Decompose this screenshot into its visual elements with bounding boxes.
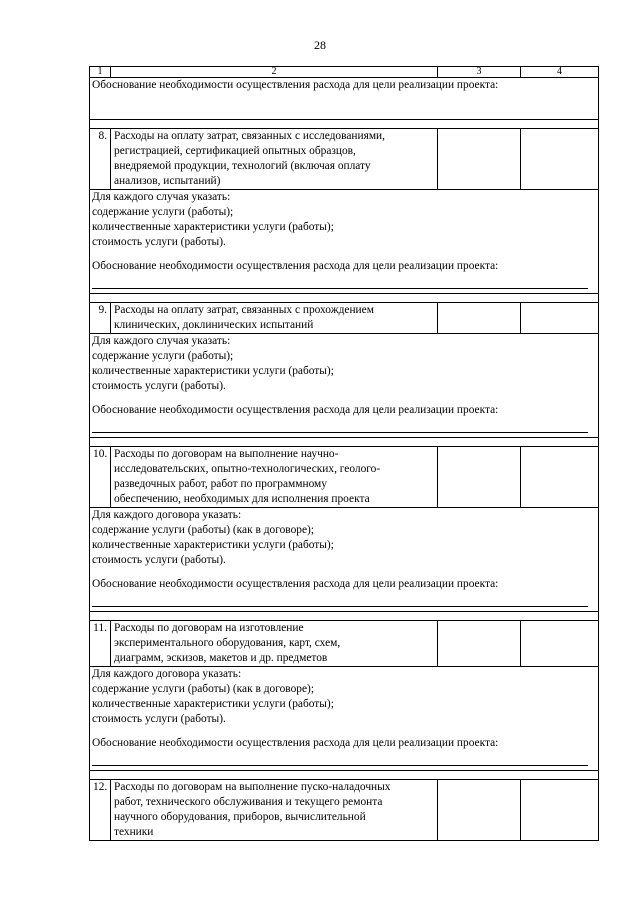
item-cell-4 bbox=[521, 447, 599, 508]
detail-line: Для каждого случая указать: bbox=[92, 191, 231, 203]
item-number: 10. bbox=[90, 447, 111, 508]
item-cell-4 bbox=[521, 621, 599, 667]
top-justification-row bbox=[90, 78, 599, 120]
item-title-line: работ, технического обслуживания и текущего ремонта bbox=[114, 796, 383, 808]
detail-line: количественные характеристики услуги (работы); bbox=[92, 539, 334, 551]
detail-line: содержание услуги (работы) (как в договоре); bbox=[92, 683, 314, 695]
item-title bbox=[111, 780, 438, 841]
column-header-4: 4 bbox=[521, 67, 599, 78]
detail-line: Для каждого договора указать: bbox=[92, 509, 242, 521]
item-title-line: анализов, испытаний) bbox=[114, 175, 221, 187]
item-title-line: разведочных работ, работ по программному bbox=[114, 478, 327, 490]
column-header-row bbox=[90, 67, 599, 78]
justification-fill-line bbox=[92, 592, 588, 607]
justification-fill-line bbox=[92, 274, 588, 289]
item-cell-4 bbox=[521, 303, 599, 334]
item-cell-4 bbox=[521, 129, 599, 190]
item-number: 8. bbox=[90, 129, 111, 190]
spacer-row bbox=[90, 294, 599, 303]
item-title-line: Расходы на оплату затрат, связанных с исследованиями, bbox=[114, 130, 385, 142]
item-title-line: экспериментального оборудования, карт, схем, bbox=[114, 637, 341, 649]
spacer-row bbox=[90, 612, 599, 621]
justification-fill-line bbox=[92, 418, 588, 433]
item-title-line: исследовательских, опытно-технологических, геолого- bbox=[114, 463, 381, 475]
justification-text: Обоснование необходимости осуществления расхода для цели реализации проекта: bbox=[92, 260, 499, 272]
item-title-line: Расходы по договорам на выполнение научно- bbox=[114, 448, 339, 460]
item-title-line: клинических, доклинических испытаний bbox=[114, 319, 314, 331]
detail-line: Для каждого случая указать: bbox=[92, 335, 231, 347]
detail-line: количественные характеристики услуги (работы); bbox=[92, 698, 334, 710]
spacer-row bbox=[90, 120, 599, 129]
expense-item-row bbox=[90, 129, 599, 190]
item-title bbox=[111, 303, 438, 334]
detail-line: стоимость услуги (работы). bbox=[92, 236, 226, 248]
justification-text: Обоснование необходимости осуществления расхода для цели реализации проекта: bbox=[92, 578, 499, 590]
detail-line: содержание услуги (работы) (как в договоре); bbox=[92, 524, 314, 536]
item-title-line: Расходы по договорам на изготовление bbox=[114, 622, 304, 634]
justification-fill-line bbox=[92, 751, 588, 766]
item-title-line: научного оборудования, приборов, вычислительной bbox=[114, 811, 366, 823]
justification-text: Обоснование необходимости осуществления расхода для цели реализации проекта: bbox=[92, 404, 499, 416]
detail-line: содержание услуги (работы); bbox=[92, 206, 234, 218]
expense-item-row bbox=[90, 780, 599, 841]
spacer-row bbox=[90, 438, 599, 447]
column-header-1: 1 bbox=[90, 67, 111, 78]
item-number: 12. bbox=[90, 780, 111, 841]
item-title-line: диаграмм, эскизов, макетов и др. предметов bbox=[114, 652, 328, 664]
item-details-row bbox=[90, 508, 599, 612]
expense-item-row bbox=[90, 447, 599, 508]
item-cell-3 bbox=[438, 129, 521, 190]
detail-line: стоимость услуги (работы). bbox=[92, 713, 226, 725]
detail-line: содержание услуги (работы); bbox=[92, 350, 234, 362]
item-title-line: обеспечению, необходимых для исполнения проекта bbox=[114, 493, 370, 505]
item-title bbox=[111, 129, 438, 190]
item-title-line: регистрацией, сертификацией опытных образцов, bbox=[114, 145, 356, 157]
justification-text: Обоснование необходимости осуществления расхода для цели реализации проекта: bbox=[92, 737, 499, 749]
item-number: 11. bbox=[90, 621, 111, 667]
item-title bbox=[111, 621, 438, 667]
item-details-row bbox=[90, 667, 599, 771]
item-details-row bbox=[90, 190, 599, 294]
item-cell-3 bbox=[438, 780, 521, 841]
item-title-line: техники bbox=[114, 826, 154, 838]
expense-item-row bbox=[90, 621, 599, 667]
item-cell-3 bbox=[438, 447, 521, 508]
detail-line: количественные характеристики услуги (работы); bbox=[92, 365, 334, 377]
spacer-row bbox=[90, 771, 599, 780]
justification-text: Обоснование необходимости осуществления расхода для цели реализации проекта: bbox=[92, 79, 499, 91]
detail-line: количественные характеристики услуги (работы); bbox=[92, 221, 334, 233]
expense-table bbox=[89, 66, 599, 841]
item-cell-3 bbox=[438, 621, 521, 667]
item-cell-3 bbox=[438, 303, 521, 334]
page-number: 28 bbox=[314, 38, 326, 52]
item-cell-4 bbox=[521, 780, 599, 841]
column-header-2: 2 bbox=[111, 67, 438, 78]
item-details-row bbox=[90, 334, 599, 438]
detail-line: стоимость услуги (работы). bbox=[92, 380, 226, 392]
item-title bbox=[111, 447, 438, 508]
item-title-line: внедряемой продукции, технологий (включая оплату bbox=[114, 160, 371, 172]
detail-line: стоимость услуги (работы). bbox=[92, 554, 226, 566]
expense-item-row bbox=[90, 303, 599, 334]
item-number: 9. bbox=[90, 303, 111, 334]
detail-line: Для каждого договора указать: bbox=[92, 668, 242, 680]
item-title-line: Расходы по договорам на выполнение пуско-наладочных bbox=[114, 781, 391, 793]
item-title-line: Расходы на оплату затрат, связанных с прохождением bbox=[114, 304, 374, 316]
column-header-3: 3 bbox=[438, 67, 521, 78]
